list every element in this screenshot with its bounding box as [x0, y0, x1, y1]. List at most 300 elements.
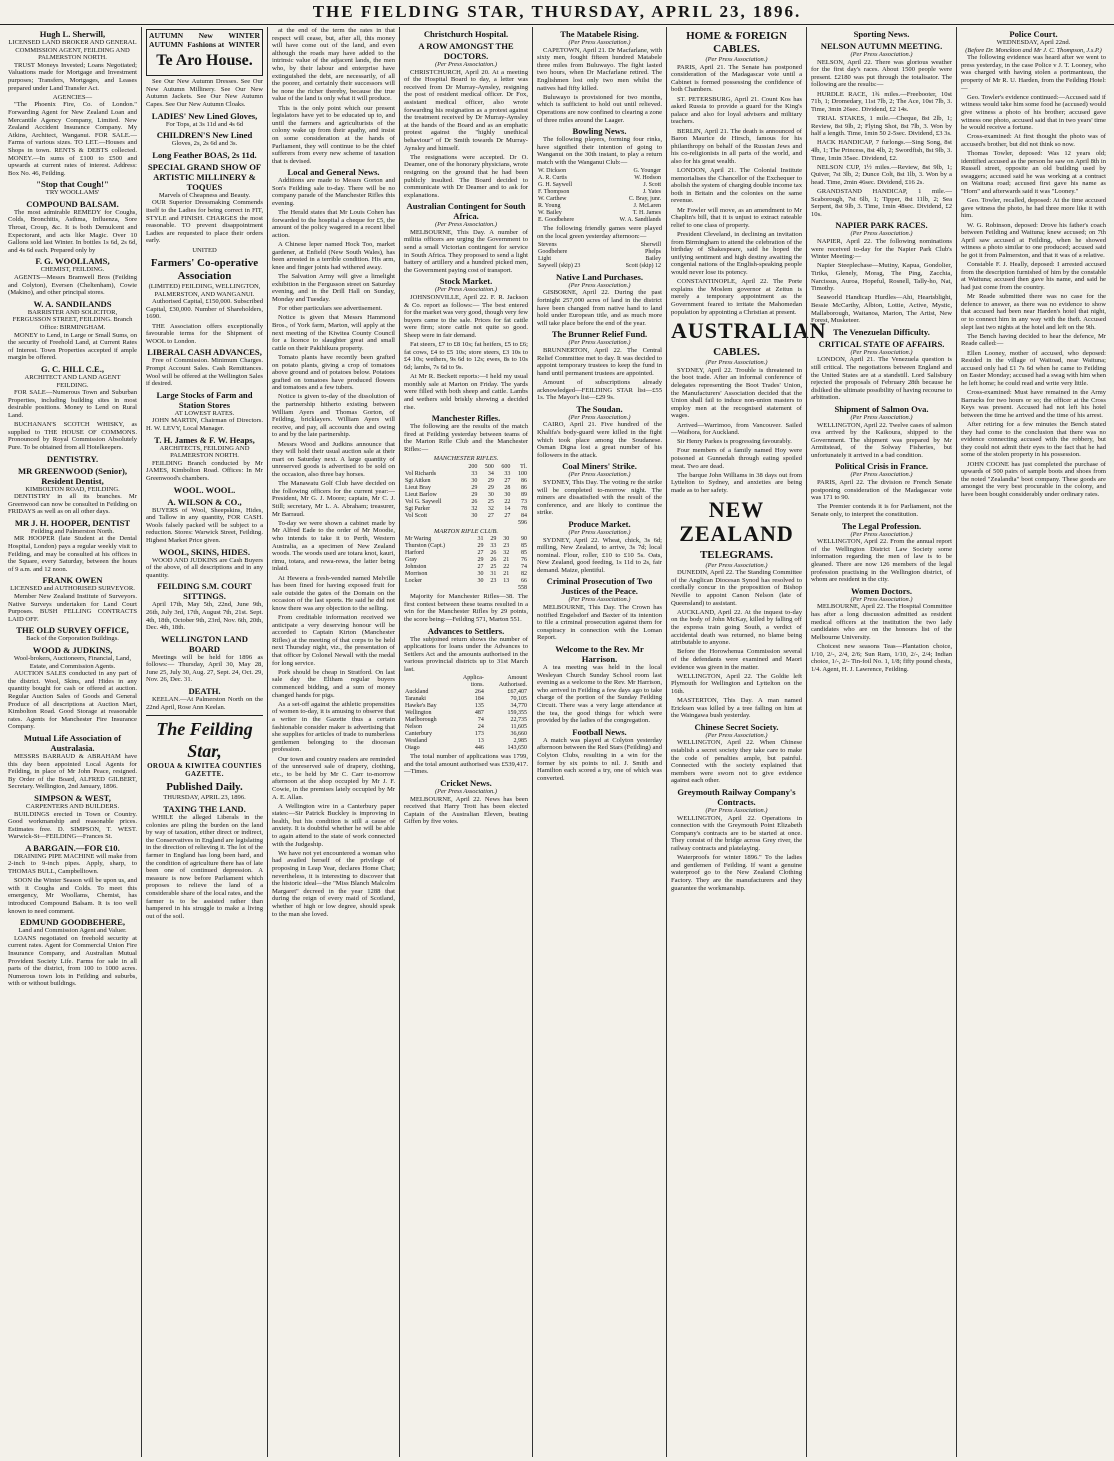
headline: THE OLD SURVEY OFFICE, [16, 625, 129, 636]
paragraph: GRANDSTAND HANDICAP, 1 mile.—Scaborough, 7st 6lb, 1; Tipper, 8st 11lb, 2; Sea Serpent, 8st 9lb, 3. Time, 1min 48sec. Dividend, £2 10s. [811, 188, 952, 218]
headline: Coal Miners' Strike. [562, 461, 637, 472]
centered-line: AGENCIES— [52, 93, 93, 101]
paragraph: SYDNEY, April 22. Wheat, chick, 3s 6d; milling, New Zealand, to arrive, 3s 7d; local nominal. Flour, roller, £10 to £10 5s. Oats, New Zealand, good feeding, 1s 11d to 2s, fair demand. Maize, plentiful. [537, 536, 662, 574]
headline-large: TELEGRAMS. [699, 548, 774, 561]
byline: (Per Press Association.) [705, 807, 768, 815]
paragraph: BERLIN, April 21. The death is announced of Baron Maurice de Hirsch, famous for his philanthropy on behalf of the Russian Jews and his co-religionists in all parts of the world, and also for his great wealth. [671, 127, 802, 165]
headline: Manchester Rifles. [431, 413, 501, 424]
table-cell [495, 520, 512, 527]
paragraph: See Our New Autumn Dresses. See Our New Autumn Millinery. See Our New Autumn Jackets. See Our New Autumn Capes. See Our New Autumn Cloaks. [146, 78, 263, 108]
table-cell: 28 [504, 484, 511, 491]
table-cell: 33 [471, 470, 478, 477]
paragraph: WHILE the alleged Liberals in the colonies are piling the burden on the land by way of taxation, either direct or indirect, the Conservatives in England are legislating in the direction of relieving it. The lot of the farmer in England has long been hard, and the condition of agriculture there has of late been one of continued depression. A measure is now before Parliament which proposes to relieve the land of a considerable share of the local rates, and the farmer is to be assisted rather than hampered in his struggle to make a living out of the soil. [146, 814, 263, 920]
table-row [404, 550, 528, 557]
table-row [404, 478, 528, 485]
headline: TAXING THE LAND. [163, 804, 246, 815]
table-cell [462, 520, 479, 527]
results-table [537, 242, 662, 270]
table-cell: 32 [487, 505, 494, 512]
paragraph: We have not yet encountered a woman who had availed herself of the privilege of proposing in Leap Year, declares Home Chat; nevertheless, it is interesting to discover that the historic ideal—the "Miss Blanch Malcolm Margaret" decreed in the year 1288 that during the reign of every maid of Scotland, whether of high or low degree, should speak to the man she loved. [272, 849, 395, 918]
table-cell: 27 [504, 477, 511, 484]
centered-line: For Tops, at 3s 11d and 4s 6d [165, 120, 244, 128]
paragraph: Sir Henry Parkes is progressing favourably. [677, 438, 792, 446]
table-cell: Westland [405, 738, 428, 745]
table-cell: Marlborough [405, 717, 437, 724]
table-row [537, 263, 662, 270]
headline: Cricket News. [440, 778, 492, 788]
paragraph: TRIAL STAKES, 1 mile.—Cheque, 8st 2lb, 1; Review, 8st 9lb, 2; Flying Shot, 8st 7lb, 3. Won by half a length. Time, 1min 50 2-5sec. Dividend, £3 3s. [811, 114, 952, 138]
paragraph: MASTERTON, This Day. A man named Ericksen was killed by a tree falling on him at the Waingawa bush yesterday. [671, 697, 802, 720]
paragraph: The subjoined return shows the number of applications for loans under the Advances to Settlers Act and the amounts authorised in the various provincial districts up to 31st March last. [404, 635, 528, 674]
headline: The Soudan. [576, 403, 623, 414]
fashion-label-left: AUTUMN [149, 39, 184, 49]
table-cell: Sgt Aitken [405, 477, 431, 484]
table-cell: 66 [521, 578, 527, 585]
table-row [537, 217, 662, 224]
paragraph: PARIS, April 21. The Senate has postponed consideration of the Madagascar vote until a Cabinet is formed possessing the confidence of both Chambers. [671, 63, 802, 94]
paragraph: BUYERS of Wool, Sheepskins, Hides, and Tallow in any quantity, FOR CASH. Wools falsely packed will be subject to a reduction. Stores: Warwick Street, Feilding. Highest Market Price given. [146, 506, 263, 544]
paragraph: April 17th, May 5th, 22nd, June 9th, 26th, July 3rd, 17th, August 7th, 21st. Sept. 4th, 18th, October 9th, 23rd, Nov. 6th, 20th, Dec. 4th, 18th. [146, 601, 263, 632]
paragraph: CAIRO, April 21. Five hundred of the Khalifa's body-guard were killed in the fight which took place among the Soudanese. Osman Digna lost a great number of his followers in the attack. [537, 421, 662, 459]
table-cell: Goodbehere [538, 248, 568, 255]
table-cell: Taranaki [405, 696, 426, 703]
headline: The Brunner Relief Fund. [551, 329, 648, 340]
table-cell: Amount [507, 675, 527, 682]
table-cell: 29 [477, 557, 484, 564]
paragraph: DUNEDIN, April 22. The Standing Committee of the Anglican Diocesan Synod has resolved to cordially concur in the proposition of Bishop Neville to appoint Canon Nelson (late of Queensland) to assistant. [671, 569, 802, 607]
table-cell: 29 [477, 543, 484, 550]
table-row [404, 571, 528, 578]
table-cell: 74 [521, 564, 527, 571]
table-cell: tions. [470, 682, 484, 689]
headline: MR GREENWOOD (Senior), Resident Dentist, [17, 465, 128, 486]
paragraph: W. G. Robinson, deposed: Drove his father's coach between Feilding and Waituna; knew accused; on 7th April saw accused at Feilding, when he showed witness a photo similar to one produced; accused said he got it from Palmerston, and that it was of a relative. [961, 221, 1106, 259]
table-cell: 86 [521, 477, 527, 484]
paragraph: at the end of the term the rates in that respect will cease, but, after all, this money will have come out of the land, and even although the roads may have added to the intrinsic value of the adjacent lands, the men who, by their labour and enterprise have extinguished the debt, are necessarily, of all the poorer, and certainly their successors will be none the richer thereby, because the true value of the land is only what it will produce. [272, 27, 395, 103]
byline: (Per Press Association.) [850, 471, 913, 479]
paragraph: Member New Zealand Institute of Surveyors. Native Surveys undertaken for Land Court Purposes. BUSH FELLING CONTRACTS LAID OFF. [8, 593, 137, 623]
table-cell: Nelson [405, 724, 422, 731]
headline-large: HOME & FOREIGN CABLES. [686, 30, 787, 55]
paragraph: THE Association offers exceptionally favourable terms for the Shipment of WOOL to London. [146, 322, 263, 345]
table-cell: 27 [477, 564, 484, 571]
paragraph: This is the only point which our present legislators have yet to be educated up to, and until the farmers and agriculturists of the colony wake up from their apathy, and insist on some consideration at the hands of Parliament, they will continue to be the chief sufferers from every new scheme of taxation that is devised. [272, 104, 395, 165]
paragraph: MESSRS BARRAUD & ABRAHAM have this day been appointed Local Agents for Feilding, in place of Mr John Peace, resigned. By Order of the Board, ALFRED GILBERT, Secretary. Wellington, 2nd January, 1896. [8, 752, 137, 791]
paragraph: Additions are made to Messrs Gorton and Son's Feilding sale to-day. There will be no company parade of the Manchester Rifles this evening. [272, 177, 395, 208]
table-cell: Harford [405, 550, 424, 557]
paragraph: Tomato plants have recently been grafted on potato plants, giving a crop of tomatoes above ground and of potatoes below. Potatoes grafted on tomatoes have produced flowers and tomatoes and a few tubers. [272, 353, 395, 392]
paragraph: Geo. Towler, recalled, deposed: At the time accused gave witness the photo, he had three more like it with him. [961, 197, 1106, 220]
headline: WOOL. WOOL. [173, 484, 236, 495]
centered-line: BARRISTER AND SOLICITOR, FERGUSSON STREET, FEILDING. Branch Office: BIRMINGHAM. [12, 308, 133, 331]
byline: (Per Press Association.) [435, 221, 497, 229]
table-cell: C. Bray, junr. [628, 196, 661, 203]
table-cell: 29 [487, 477, 494, 484]
table-cell: 33 [490, 543, 497, 550]
paragraph: Notice is given that Messrs Hammond Bros., of York farm, Marton, will apply at the next meeting of the Kiwitea County Council for a licence to slaughter great and small cattle on their Pakihikura property. [272, 314, 395, 352]
table-cell: 24 [477, 724, 484, 731]
paragraph: Cross-examined: At first thought the photo was of accused's brother, but did not think so now. [961, 133, 1106, 148]
table-cell: 30 [471, 477, 478, 484]
table-cell: 70,105 [510, 696, 527, 703]
paragraph: FOR SALE—Numerous Town and Suburban Properties, including building sites in most desirable positions. Money to Lend on Rural Land. [8, 389, 137, 419]
table-cell: 74 [477, 717, 484, 724]
column-2-body [146, 78, 263, 920]
table-cell: 26 [471, 498, 478, 505]
headline: WOOD & JUDKINS, [32, 645, 113, 655]
table-cell: Scott (skip) 12 [625, 262, 661, 269]
paragraph: Majority for Manchester Rifles—38. The first contest between these teams resulted in a win for the Manchester Rifles by 29 points, the score being:—Feilding 571, Marton 551. [404, 593, 528, 624]
table-cell: W. Dickson [538, 168, 567, 175]
table-cell [404, 520, 462, 527]
paragraph: JOHNSONVILLE, April 22. F. R. Jackson & Co. report as follows:— The best entered for the market was very good, though very few buyers came to the sale. Prices for fat cattle were firm; store cattle not quite so good. Sheep were in fair demand. [404, 294, 528, 339]
table-cell: 200 [468, 463, 478, 470]
paragraph: WELLINGTON, April 22. When Chinese establish a secret society they take care to make the code of penalties ample, but painful. Connected with the society explained that members were sworn not to give evidence against each other. [671, 739, 802, 785]
paragraph: AGENTS—Messrs Bramwell Bros (Feilding and Colyton), Eversen (Cheltenham), Cowie (Makino), and other principal stores. [8, 274, 137, 297]
paragraph: MELBOURNE, This Day. The Crown has notified Engelsdorf and Baxter of its intention to file a criminal prosecution against them for conspiracy in connection with the Loman Report. [537, 604, 662, 642]
paragraph: Thomas Towler, deposed: Was 12 years old; identified accused as the person he saw on April 8th in Russell street, opposite an old building used by swaggers; accused said he was working at a contract on Waituna road; accused first gave his name as "Horn" and afterwards said it was "Looney." [961, 150, 1106, 196]
byline: (Per Press Association.) [850, 51, 913, 58]
headline: MR J. H. HOOPER, DENTIST [14, 517, 131, 528]
table-cell: 26 [490, 557, 497, 564]
headline: Chinese Secret Society. [694, 721, 779, 732]
byline: (Per Press Association.) [568, 281, 631, 289]
table-cell: Vol G. Saywell [405, 498, 442, 505]
headline: WELLINGTON LAND BOARD [161, 633, 248, 654]
paragraph: WELLINGTON, April 22. Twelve cases of salmon ova arrived by the Kaikoura, shipped to the Government. The shipment was prepared by Mr Armitstead, of the Solway Fisheries, but unfortunately it arrived in a bad condition. [811, 421, 952, 459]
paragraph: At Hewera a fresh-vended named Melville has been fined for having exposed fruit for sale outside the gates of the Domain on the occasion of the last sports. He said he did not know there was any objection to the selling. [272, 574, 395, 612]
paragraph: NELSON, April 22. There was glorious weather for the first day's races. About 1500 people were present. £2180 was put through the totalisator. The following are the results:— [811, 58, 952, 89]
table-cell: 135 [474, 703, 484, 710]
table-cell: 86 [521, 484, 527, 491]
centered-line: WEDNESDAY, April 22nd. [996, 39, 1071, 46]
paragraph: Meetings will be held for 1896 as follows:— Thursday, April 30, May 28, June 25, July 30, Aug. 27, Sept. 24, Oct. 29, Nov. 26, Dec. 31. [146, 653, 263, 684]
table-cell: J. Scott [643, 182, 661, 189]
table-cell: 596 [518, 519, 527, 526]
paragraph: LONDON, April 21. The Colonial Institute memorialises the Chancellor of the Exchequer to abolish the system of charging double income tax both in Britain and the colonies on the same revenue. [671, 167, 802, 205]
table-cell: Vol Richards [405, 470, 437, 477]
table-cell: Canterbury [405, 731, 432, 738]
byline: (Per Press Association.) [568, 471, 631, 479]
table-cell: Thurston (Capt.) [405, 543, 445, 550]
paragraph: MONEY to Lend, in Large or Small Sums, on the security of Freehold Land, at Current Rates of Interest. Town Properties accepted if ample margin be offered. [8, 331, 137, 362]
headline: Christchurch Hospital. [423, 29, 509, 39]
paragraph: MELBOURNE, April 22. News has been received that Harry Trott has been elected Captain of the Australian Eleven, beating Giffen by five votes. [404, 795, 528, 826]
paragraph: NELSON CUP, 1½ miles.—Review, 8st 9lb, 1; Quiver, 7st 3lb, 2; Dunce Colt, 8st 1lb, 3. Won by a head. Time, 2min 46sec. Dividend, £16 2s. [811, 163, 952, 186]
byline: (Per Press Association.) [850, 230, 913, 238]
table-cell: Lieut Barlow [405, 491, 437, 498]
table-cell: 76 [521, 557, 527, 564]
paragraph: CAPETOWN, April 21. Dr Macfarlane, with sixty men, fought fifteen hundred Matabele three miles from Buluwayo. The fight lasted two hours, when Dr Macfarlane retired. The Englishmen lost only two men whilst the natives had fifty killed. [537, 46, 662, 92]
paragraph: Messrs Wood and Judkins announce that they will hold their usual auction sale at their mart on Saturday next. A large quantity of unreserved goods is advertised to be sold on the occasion, also three bay horses. [272, 440, 395, 478]
headline: T. H. James & F. W. Heaps, [154, 434, 255, 445]
table-row [404, 485, 528, 492]
table-cell: Locker [405, 578, 422, 585]
table-cell: 32 [503, 550, 510, 557]
table-cell: Saywell (skip) 23 [538, 262, 581, 269]
headline: G. C. HILL C.E., [40, 363, 105, 374]
table-cell: 89 [521, 491, 527, 498]
centered-line: Wool-brokers, Auctioneers, Financial, Land, Estate, and Commission Agents. [13, 655, 132, 670]
fashion-label-middle: Fashions at [187, 39, 225, 49]
table-cell: 264 [474, 689, 484, 696]
paragraph: SOON the Winter Season will be upon us, and with it Coughs and Colds. To meet this emergency, Mr Woollams, Chemist, has introduced Compound Balsam. It is too well known to need comment. [8, 877, 137, 915]
paragraph: HACK HANDICAP, 7 furlongs.—Sing Song, 8st 4lb, 1; The Princess, 8st 4lb, 2; Swordfish, 8st 9lb, 3. Time, 1min 35sec. Dividend, £2. [811, 139, 952, 162]
column-local-news [267, 27, 399, 1457]
table-cell: 30 [471, 512, 478, 519]
headline: Welcome to the Rev. Mr Harrison. [555, 644, 644, 665]
table-cell: 2,985 [513, 738, 527, 745]
paragraph: HURDLE RACE, 1¾ miles.—Freebooter, 10st 71b, 1; Dromedary, 11st 7lb, 2; The Ace, 10st 7lb, 3. Time, 3min 26sec. Dividend, £2 14s. [811, 90, 952, 113]
paragraph: FEILDING Branch conducted by Mr JAMES, Kimbolton Road. Offices: In Mr Greenwood's chambers. [146, 459, 263, 482]
table-cell: 22 [503, 564, 510, 571]
headline: FEILDING S.M. COURT SITTINGS. [157, 581, 252, 602]
table-cell: 13 [477, 738, 484, 745]
table-cell: 29 [471, 484, 478, 491]
paragraph: AUCTION SALES conducted in any part of the district. Wool, Skins, and Hides in any quantity bought for cash or offered at auction. Regular Auction Sales of Goods and General Produce of all descriptions at Auction Mart, Kimbolton Road. Good Storage at reasonable rates. Agents for Manchester Fire Insurance Company. [8, 670, 137, 731]
paragraph: Authorised Capital, £150,000. Subscribed Capital, £30,000. Number of Shareholders, 1690. [146, 298, 263, 321]
headline: Stock Market. [439, 276, 493, 287]
paragraph: Pork should be cheap in Stratford. On last sale day the Eltham regular buyers commenced bidding, and a sum of money changed hands for pigs. [272, 668, 395, 699]
table-row [404, 675, 528, 682]
table-cell: 31 [490, 571, 497, 578]
table-row [537, 249, 662, 256]
headline: COMPOUND BALSAM. [26, 198, 119, 209]
paragraph: NAPIER, April 22. The following nominations were received to-day for the Napier Park Club's Winter Meeting:— [811, 238, 952, 261]
byline: (Per Press Association.) [435, 788, 497, 795]
table-row [537, 196, 662, 203]
table-cell: A. R. Curtis [538, 175, 568, 182]
table-cell: 34,770 [510, 703, 527, 710]
byline: (Per Press Association.) [850, 413, 913, 421]
headline: Mutual Life Association of Australasia. [23, 732, 122, 753]
newspaper-flag: The Feilding Star, [146, 715, 263, 762]
paragraph: Amount of subscriptions already acknowledged—FEILDING STAR list—£55 1s. The Mayor's list—£29 9s. [537, 379, 662, 402]
centered-line: CARPENTERS AND BUILDERS. [25, 802, 120, 810]
paragraph: For other particulars see advertisement. [278, 305, 383, 313]
table-row [404, 710, 528, 717]
paragraph: LOANS negotiated on freehold security at current rates. Agent for Commercial Union Fire Insurance Company, and Australian Mutual Provident Society Life. Farms for sale in all parts of the district, from 100 to 1000 acres. Numerous town lots in Feilding and suburbs, with or without buildings. [8, 934, 137, 988]
table-row [537, 203, 662, 210]
centered-line: Land and Commission Agent and Valuer. [18, 927, 127, 935]
table-cell: 90 [521, 536, 527, 543]
paragraph: LONDON, April 21. The Venezuela question is still critical. The negotiations between England and the United States are at a standstill. Lord Salisbury rejected the proposals of February 28th because he disliked the ultimate possibility of having recourse to arbitration. [811, 356, 952, 402]
table-cell: 23 [490, 578, 497, 585]
results-table [404, 675, 528, 752]
column-drapery-and-editorial [141, 27, 267, 1457]
table-cell: Gray [405, 557, 417, 564]
table-cell: £67,407 [507, 689, 527, 696]
paragraph: Mr Reade submitted there was no case for the defence to answer, as there was no evidence to show that accused had been near Harden's hotel that night, or to connect him in any way with the theft. Accused slept last two nights at the hotel and left on the 9th. [961, 293, 1106, 331]
centered-line: LICENSED and AUTHORISED SURVEYOR. [10, 585, 135, 593]
table-row [404, 506, 528, 513]
table-cell: Light [538, 255, 551, 262]
paragraph: As a set-off against the athletic propensities of women to-day, it is amusing to observe that a writer in the Gazette thus a certain fashionable consider maker is advertising that she supplies for articles of trade to numberless gentlemen belonging to the diocesan profession. [272, 700, 395, 754]
byline: (Per Press Association.) [705, 561, 768, 569]
table-cell: 25 [487, 498, 494, 505]
table-cell: 29 [471, 491, 478, 498]
table-cell: 84 [521, 512, 527, 519]
table-cell [485, 585, 498, 592]
table-cell: Tl. [520, 463, 527, 470]
paragraph: AUCKLAND, April 22. At the inquest to-day on the body of John McKay, killed by falling off the express train going South, a verdict of accidental death was returned, no blame being attributable to anyone. [671, 608, 802, 647]
paragraph: KEELAN.—At Palmerston North on the 22nd April, Rose Ann Keelan. [146, 696, 263, 711]
table-cell: 21 [503, 557, 510, 564]
table-row [537, 168, 662, 175]
table-cell: 184 [474, 696, 484, 703]
paragraph: Seaworld Handicap Hurdles—Ahi, Heartsblight, Bessie McCarthy, Albion, Lottie, Active, Mystic, Mallaborough, Waitanoa, Marion, The Artist, New Forest, Musketeer. [811, 294, 952, 325]
table-cell: W. Hodson [634, 175, 661, 182]
table-cell: Bailey [645, 255, 661, 262]
paragraph: After retiring for a few minutes the Bench stated they had come to the conclusion that there was no evidence connecting accused with the robbery, but they could not admit their eyes to the fact that he had some of the stolen property in his possession. [961, 421, 1106, 459]
table-cell: J. Yates [642, 189, 661, 196]
table-cell: 34 [487, 470, 494, 477]
headline: Women Doctors. [850, 585, 913, 596]
paragraph: Constable F. J. Heally, deposed: I arrested accused from the description furnished of him by the constable at Waituna; accused then gave his name, and said he had just come from the country. [961, 261, 1106, 291]
byline: (Per Press Association.) [568, 528, 631, 536]
section-banner: AUSTRALIAN [671, 318, 827, 344]
table-row [404, 724, 528, 731]
table-cell: W. A. Sandilands [619, 217, 661, 224]
table-row [404, 731, 528, 738]
paragraph: The following friendly games were played on the local green yesterday afternoon:— [537, 225, 662, 240]
headline: Advances to Settlers. [427, 625, 505, 636]
table-cell: 36,660 [510, 731, 527, 738]
paragraph: The Bench having decided to hear the defence, Mr Reade called:— [961, 332, 1106, 348]
winter-label-right: WINTER [228, 31, 260, 40]
headline: Political Crisis in France. [834, 461, 929, 472]
paragraph: The following evidence was heard after we went to press yesterday, in the case Police v J. T. Looney, who was charged with having stolen a portmanteau, the property of Mr R. U. Harden, from the Feilding Hotel:— [961, 54, 1106, 92]
paragraph: JOHN MARTIN, Chairman of Directors. H. W. LEVY, Local Manager. [146, 417, 263, 432]
table-cell: G. Younger [633, 168, 661, 175]
centered-line: THURSDAY, APRIL 23, 1896. [163, 794, 246, 802]
column-police-court [956, 27, 1110, 1457]
table-cell: 33 [504, 470, 511, 477]
headline: Long Feather BOAS, 2s 11d. [152, 149, 257, 160]
paragraph: The Salvation Army will give a limelight exhibition in the Fergusson street on Saturday evening, and in the Drill Hall on Sunday, Monday and Tuesday. [272, 273, 395, 303]
column-advertisements-left [4, 27, 141, 1457]
table-cell: 25 [490, 564, 497, 571]
results-table [404, 536, 528, 592]
table-row [537, 210, 662, 217]
headline: EDMUND GOODBEHERE, [19, 917, 126, 928]
table-cell: Sherwill [640, 241, 661, 248]
table-cell: 22 [504, 498, 511, 505]
table-cell: Otago [405, 745, 420, 752]
byline: (Per Press Association.) [850, 530, 913, 538]
table-row [404, 585, 528, 592]
paragraph: At Mr R. Beckett reports:—I held my usual monthly sale at Marton on Friday. The yards were filled with both sheep and cattle. Lambs and wethers sold briskly showing a decided rise. [404, 373, 528, 411]
headline: A. WILSON & CO., [167, 496, 242, 507]
paragraph: OUR Superior Dressmaking Commends itself to the Ladies for being correct in FIT, STYLE and FINISH. CHARGES the most reasonable. TO prevent disappointment Ladies are requested to place their orders early. [146, 199, 263, 245]
paragraph: President Cleveland, in declining an invitation from Birmingham to attend the celebration of the birthday of Shakespeare, said he hoped the unifying sentiment and high destiny awaiting the congenial nations of the English-speaking people would never lose its potency. [671, 231, 802, 276]
table-row [404, 513, 528, 520]
column-sporting-news [806, 27, 956, 1457]
headline: Football News. [572, 726, 627, 737]
fashion-label-right: WINTER [228, 39, 260, 49]
table-cell: 29 [490, 536, 497, 543]
headline: Produce Market. [568, 518, 631, 529]
table-cell: 30 [503, 536, 510, 543]
headline: A ROW AMONGST THE DOCTORS. [418, 41, 514, 61]
autumn-label-left: AUTUMN [149, 31, 184, 40]
table-cell: 27 [504, 512, 511, 519]
table-cell [404, 585, 472, 592]
table-cell: 85 [521, 550, 527, 557]
paragraph: "The Phoenix Fire, Co. of London." Forwarding Agent for New Zealand Loan and Mercantile Agency Company, Limited. New Zealand Accident Insurance Company. My Atkins, Architect, Wanganui. FOR SALE.—Farms of various sizes. TO LET.—Houses and Shops in town. RENTS & DEBTS collected. MONEY.—In sums of £100 to £500 and upwards at current rates of interest. Address: Box No. 46, Feilding. [8, 101, 137, 177]
centered-line: AT LOWEST RATES. [174, 409, 235, 417]
table-cell [404, 675, 452, 682]
byline: (Per Press Association.) [705, 359, 768, 367]
paragraph: Before the Horowhenua Commission several of the defendants were examined and Maori evidence was given in the matter. [671, 648, 802, 671]
headline: CHILDREN'S New Lined [156, 130, 253, 141]
headline: DENTISTRY. [46, 453, 99, 464]
table-cell: Hawke's Bay [405, 703, 437, 710]
headline: FRANK OWEN [42, 575, 103, 586]
results-table [404, 464, 528, 527]
table-cell: W. Bailey [538, 210, 562, 217]
paragraph: BUILDINGS erected in Town or Country. Good workmanship and reasonable prices. Estimates free. D. SIMPSON, T. WEST. Warwick-St—FEILDING—Frances St. [8, 810, 137, 841]
headline: CRITICAL STATE OF AFFAIRS. [818, 338, 945, 349]
paragraph: PARIS, April 22. The division re French Senate postponing consideration of the Madagascar vote was 171 to 90. [811, 479, 952, 502]
table-row [404, 689, 528, 696]
table-row [537, 182, 662, 189]
byline: (Per Press Association.) [568, 596, 631, 604]
autumn-label-middle: New [198, 31, 213, 40]
table-cell: 500 [484, 463, 494, 470]
table-cell: G. H. Saywell [538, 182, 572, 189]
column-hospital-stock-rifles [399, 27, 532, 1457]
paragraph: MELBOURNE, April 22. The Hospital Committee has after a long discussion admitted as resident medical officers at the institution the two lady candidates who are on the honours list of the Melbourne University. [811, 603, 952, 641]
headline: WOOL, SKINS, HIDES. [159, 546, 250, 557]
paragraph: WELLINGTON, April 22. Operations in connection with the Greymouth Point Elizabeth Company's contracts are to be started at once. They consist of the bridge across Grey river, the railway contracts and platelaying. [671, 814, 802, 852]
paragraph: The resignations were accepted. Dr O. Deamer, one of the honorary physicians, wrote resigning on the ground that he had been publicly insulted. The Board decided to communicate with Dr Deamer and to ask for explanations. [404, 153, 528, 199]
table-cell: 173 [474, 731, 484, 738]
table-cell: R. Young [538, 203, 561, 210]
headline: Bowling News. [572, 126, 627, 137]
table-cell: 32 [471, 505, 478, 512]
byline: (Per Press Association.) [705, 731, 768, 739]
headline: SIMPSON & WEST, [34, 792, 111, 803]
paragraph: The Manawatu Golf Club have decided on the following officers for the current year:—President, Mr G. J. Moore; captain, Mr C. J. Still; secretary, Mr L. A. Abraham; treasurer, Mr Barraud. [272, 480, 395, 518]
headline: W. A. SANDILANDS [33, 298, 112, 309]
headline-large: Published Daily. [166, 781, 243, 794]
headline: The Venezuelan Difficulty. [833, 326, 930, 337]
headline: Greymouth Railway Company's Contracts. [677, 787, 796, 808]
centered-line: Marvels of Cheapness and Beauty. [158, 191, 251, 199]
paragraph: Arrived—Warrimoo, from Vancouver. Sailed—Waihora, for Auckland. [671, 421, 802, 437]
paragraph: Notice is given to-day of the dissolution of the partnership hitherto existing between William Ayers and Thomas Gorton, of Feilding, bricklayers. William Ayers will receive, and pay, all accounts due and owing to and by the late partnership. [272, 393, 395, 439]
results-table [537, 168, 662, 224]
paragraph: MELBOURNE, This Day. A number of militia officers are urging the Government to send a small Victorian contingent for service in South Africa. They proposed to send a light battery of artillery and a hundred picked men, the Government paying cost of transport. [404, 228, 528, 274]
paragraph: A match was played at Colyton yesterday afternoon between the Red Stars (Feilding) and Colyton Clubs, resulting in a win for the former by six points to nil. J. Smith and Hamilton each scored a try, one of which was converted. [537, 736, 662, 782]
paragraph: From creditable information received we anticipate a very deserving honour will be accorded to Captain Kirton (Manchester Rifles) at the meeting of that corps to be held next Thursday night, viz., the presentation of that officer by Colonel Newall with the medal for long service. [272, 614, 395, 667]
paragraph: A Chinese leper named Hock Too, market gardener, at Enfield (New South Wales), has been arrested in a terrible condition. His arm, knee and finger joints had withered away. [272, 241, 395, 271]
paragraph: Waterproofs for winter 1896." To the ladies and gentlemen of Feilding. If want a genuine waterproof go to the New Zealand Clothing Factory. They are the manufacturers and they guarantee the workmanship. [671, 854, 802, 892]
headline: "Stop that Cough!" [36, 179, 109, 190]
table-row [404, 492, 528, 499]
table-cell: Mr Waring [405, 536, 432, 543]
table-row [537, 175, 662, 182]
centered-line: ARCHITECT AND LAND AGENT FEILDING. [24, 373, 121, 389]
paragraph: Our town and country readers are reminded of the unreserved sale of drapery, clothing, etc., to be held by Mr C. Carr to-morrow afternoon at the shop occupied by Mr J. F. Cowie, in the premises lately occupied by Mr A. E. Allan. [272, 755, 395, 801]
paragraph: The following are the results of the match fired at Feilding yesterday between teams of the Marton Rifle Club and the Manchester Rifles:— [404, 423, 528, 453]
headline: Criminal Prosecution of Two Justices of the Peace. [546, 576, 653, 597]
table-row [404, 717, 528, 724]
paragraph: Ellen Looney, mother of accused, who deposed: Resided in the village of Waitoad, near Waituna; accused only had £1 7s 6d when he came to Feilding on Easter Monday; accused had a swag with him when he left home; he could read and write very little. [961, 349, 1106, 387]
centered-line: TRY WOOLLAMS' [45, 189, 100, 197]
table-row [404, 738, 528, 745]
